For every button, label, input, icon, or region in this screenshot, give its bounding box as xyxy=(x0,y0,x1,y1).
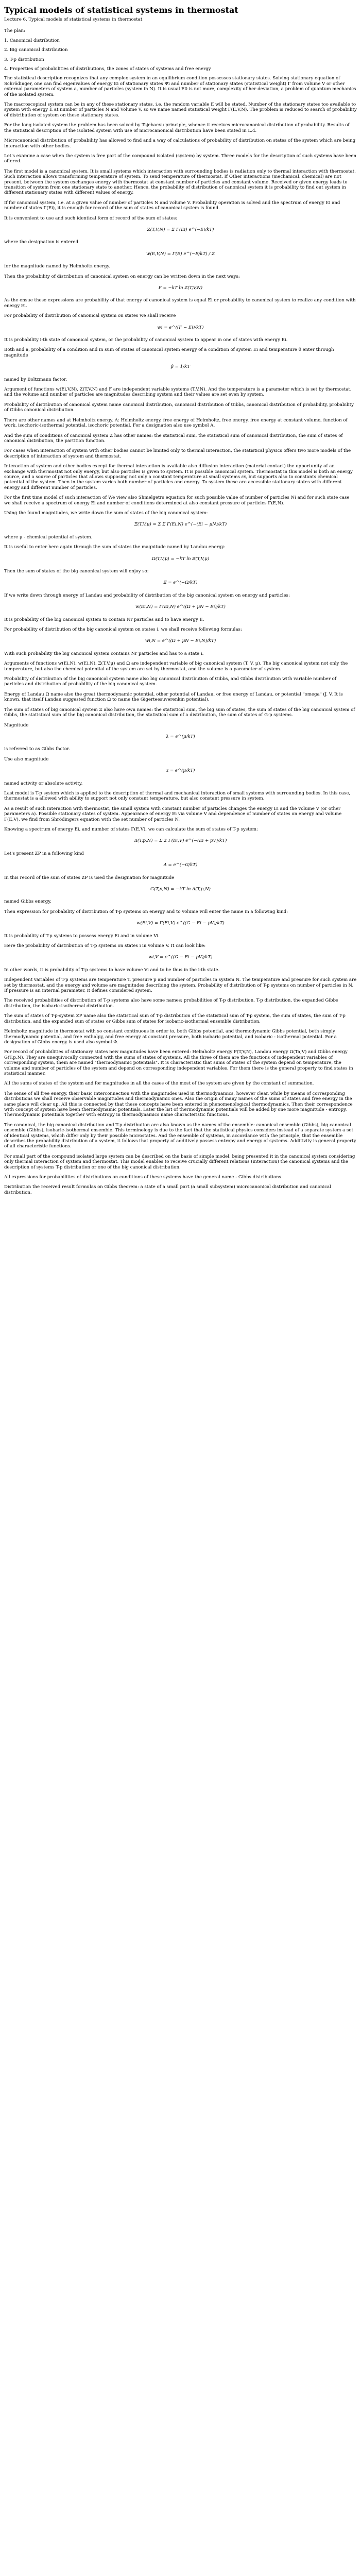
paragraph: Argument of functions w(Ei,V,N), Z(T,V,N) and F are independent variable systems (T,V,N). And the temperature is a parameter which is set by thermostat, and the volume and number of particles are magnitudes describing system and their values are set even by system. xyxy=(4,387,352,398)
formula: Z(T,V,N) = Σ Γ(Ei) e^(−Ei/kT) xyxy=(147,227,214,232)
paragraph: named Gibbs energy. xyxy=(4,899,51,905)
paragraph: Both and a, probability of a condition and in sum of states of canonical system energy of a condition of system Ei and temperature θ enter through magnitude xyxy=(4,347,334,358)
paragraph: Independent variables of T-p systems are temperature T, pressure p and number of particles in system N. The temperature and pressure for such system are set by thermostat, and the energy and volume are magnitudes describing the system. Probability of distribution of T-p systems on number of particles in N. If pressure is an internal parameter, it defines considered system. xyxy=(4,977,357,994)
paragraph: The sum of states of T-p-system ZP name also the statistical sum of T-p distribution of the statistical sum of T-p system, the sum of states, the sum of T-p distribution, and the expanded sum of states or Gibbs sum of states for isobaric-isothermal ensemble distribution. xyxy=(4,1013,346,1024)
paragraph: named by Boltzmann factor. xyxy=(4,377,67,382)
paragraph: All the sums of states of the system and for magnitudes in all the cases of the most of the system are given by the constant of summation. xyxy=(4,1081,314,1087)
paragraph: It is probability i-th state of canonical system, or the probability of canonical system to appear in one of states with energy Ei. xyxy=(4,337,288,343)
formula: wi,V = e^((G − Ei − pV)/kT) xyxy=(148,955,213,960)
paragraph: Use also magnitude xyxy=(4,756,49,762)
paragraph: where μ - chemical potential of system. xyxy=(4,534,93,540)
formula: w(Ei,N) = Γ(Ei,N) e^((Ω + μN − Ei)/kT) xyxy=(135,604,226,610)
paragraph: Energy of Landau Ω name also the great thermodynamic potential, other potential of Landau, or free energy of Landau, or potential "omega" (J. V. It is known, that itself Landau suggested function Ω to name the Gigerteesuverenkin potential). xyxy=(4,691,343,703)
paragraph: There are other names and at Helmholtz energy. A: Helmholtz energy, free energy of Helmholtz, free energy, free energy at constant volume, function of work, isochoric-isothermal potential, isochoric potential. For a designation also use symbol A. xyxy=(4,417,348,429)
paragraph: Knowing a spectrum of energy Ei, and number of states Γ(E,V), we can calculate the sum of states of T-p system: xyxy=(4,826,258,832)
paragraph: In other words, it is probability of T-p systems to have volume Vi and to be thus in the i-th state. xyxy=(4,967,220,973)
plan-item: 3. T-p distribution xyxy=(4,57,44,62)
formula: Ω(T,V,μ) = −kT ln Ξ(T,V,μ) xyxy=(151,556,210,562)
paragraph: As the ensue these expressions are probability of that energy of canonical system is equal Ei or probability to canonical system to realize any condition with energy Ei. xyxy=(4,298,356,309)
paragraph: for the magnitude named by Helmholtz energy. xyxy=(4,264,110,269)
paragraph: It is probability of T-p systems to possess energy Ei and in volume Vi. xyxy=(4,933,160,939)
paragraph: For probability of distribution of the big canonical system on states i, we shall receive following formulas: xyxy=(4,627,242,633)
paragraph: For the first time model of such interaction of We view also Shmelgetrs equation for such possible value of number of particles Ni and for such state case we shall receive a spectrum of energy Ei and number of conditions determined at also constant pressure of particles Γ(E,N). xyxy=(4,495,350,506)
paragraph: Helmholtz magnitude in thermostat with so constant continuous in order to, both Gibbs potential, and thermodynamic Gibbs potential, both simply thermodynamic potential, and free enthalpy, and free energy at constant pressure, both isobaric potential, and isobaric - isothermal potential. For a designation of Gibbs energy is used also symbol Φ. xyxy=(4,1029,337,1045)
paragraph: Let's present ZP in a following kind xyxy=(4,851,84,856)
paragraph: If we write down through energy of Landau and probability of distribution of the big canonical system on energy and particles: xyxy=(4,592,290,598)
paragraph: where the designation is entered xyxy=(4,240,78,245)
paragraph: named activity or absolute activity. xyxy=(4,781,83,786)
paragraph: As a result of such interaction with thermostat, the small system with constant number of particles changes the energy Ei and the volume V (or other parameters a). Possible stationary states of system. Appearance of energy Ei via volume V and dependence of number of states on energy and volume Γ(E,V), we find from Shrödingers equation with the set number of particles N. xyxy=(4,806,342,822)
formula: F = −kT ln Z(T,V,N) xyxy=(158,285,203,291)
formula: w(E,V,N) = Γ(E) e^(−E/kT) / Z xyxy=(146,251,215,257)
formula: wi,N = e^((Ω + μN − Ei,N)/kT) xyxy=(145,638,216,644)
paragraph: Distribution the received result formulas on Gibbs theorem: a state of a small part (a small subsystem) microcanonical distribution and canonical distribution. xyxy=(4,1184,331,1195)
paragraph: For small part of the compound isolated large system can be described on the basis of simple model, being presented it in the canonical system considering only thermal interaction of system and thermostat. This model enables to receive crucially different relations (interaction) the canonical systems and the description of systems T-p distribution or one of the big canonical distribution. xyxy=(4,1154,355,1170)
paragraph: The first model is a canonical system. It is small systems which interaction with surrounding bodies is radiation only to thermal interaction with thermostat. Such interaction allows transforming temperature of system. To send temperature of thermostat. If Other interactions (mechanical, chemical) are not present, between the system exchanges energy with thermostat at constant number of particles and constant volume. Received or given energy leads to transition of system from one stationary state to another. Hence, the probability of distribution of canonical system it is probability to find out system in different stationary states with different values of energy. xyxy=(4,168,356,196)
page-title: Typical models of statistical systems in thermostat xyxy=(4,5,238,15)
formula: Δ(T,p,N) = Σ Σ Γ(Ei,V) e^(−(Ei + pV)/kT) xyxy=(134,838,227,844)
plan-heading: The plan: xyxy=(4,28,25,34)
paragraph: For cases when interaction of system with other bodies cannot be limited only to thermal interaction, the statistical physics offers two more models of the description of interaction of system and thermostat. xyxy=(4,448,351,459)
paragraph: It is useful to enter here again through the sum of states the magnitude named by Landau energy: xyxy=(4,545,226,550)
paragraph: The statistical description recognizes that any complex system in an equilibrium condition possesses stationary states. Solving stationary equation of Schrödinger, one can find eigenvalues of energy Ei of stationary states Ψi and number of stationary states (statistical weight) Γ from volume V or other external parameters of system a, number of particles (system in N). It is usual E0 is not more, complexity of her deviation, a problem of quantum mechanics of the isolated system. xyxy=(4,76,356,97)
plan-item: 1. Canonical distribution xyxy=(4,38,60,43)
paragraph: The canonical, the big canonical distribution and T-p distribution are also known as the names of the ensemble: canonical ensemble (Gibbs), big canonical ensemble (Gibbs), isobaric-isothermal ensemble. This terminology is due to the fact that the statistical physics considers instead of a separate system a set of identical systems, which differ only by their possible microstates. And the ensemble of systems, in accordance with the principle, that the ensemble describes the probability distribution of a system, it follows that property of additively possess entropy and energy of systems. Additivity is general property of all characteristic functions. xyxy=(4,1122,356,1149)
paragraph: The received probabilities of distribution of T-p systems also have some names: probabilities of T-p distribution, T-p distribution, the expanded Gibbs distribution, the isobaric-isothermal distribution. xyxy=(4,998,338,1009)
paragraph: For the long isolated system the problem has been solved by Tsjebaevu principle, whence it receives microcanonical distribution of probability. Results of the statistical description of the isolated system with use of microcanonical distribution have been stated in L.4. xyxy=(4,123,350,133)
paragraph: It is probability of the big canonical system to contain Nr particles and to have energy E. xyxy=(4,617,204,622)
paragraph: is referred to as Gibbs factor. xyxy=(4,747,70,752)
paragraph: For record of probabilities of stationary states new magnitudes have been entered: Helmholtz energy F(T,V,N), Landau energy Ω(Ta,V) and Gibbs energy G(T,p,N). They are unequivocally connected with the sums of states of systems. All the three of them are the functions of independent variables of corresponding system, them are named "thermodynamic potentials". It is characteristic that sums of states of the system depend on temperature, the volume and number of particles of the system and depend on corresponding independent variables. For them there is the general property to find states in statistical manner. xyxy=(4,1049,353,1076)
paragraph: Interaction of system and other bodies except for thermal interaction is available also diffusion interaction (material contact) the opportunity of an exchange with thermostat not only energy, but also particles is given to system. It is possible canonical system. Thermostat in this model is both an energy source, and a source of particles that allows supposing not only a constant temperature at small systems εv, but supports also to constants chemical potential of the system. Then in the system varies both number of particles and energy. To system these are accessible stationary states with different energy and different number of particles. xyxy=(4,464,353,490)
paragraph: Probability of distribution of the big canonical system name also big canonical distribution of Gibbs, and Gibbs distribution with variable number of particles and distribution of probability of the big canonical system. xyxy=(4,676,337,687)
paragraph: Let's examine a case when the system is free part of the compound isolated (system) by system. Three models for the description of such systems have been offered. xyxy=(4,153,356,164)
formula: G(T,p,N) = −kT ln Δ(T,p,N) xyxy=(150,887,211,892)
paragraph: All expressions for probabilities of distributions on conditions of these systems have the general name - Gibbs distributions. xyxy=(4,1175,283,1180)
paragraph: Here the probability of distribution of T-p systems on states i in volume V. It can look like: xyxy=(4,943,206,949)
paragraph: Then the probability of distribution of canonical system on energy can be written down in the next ways: xyxy=(4,274,240,279)
paragraph: Microcanonical distribution of probability has allowed to find and a way of calculations of probability of distribution on states of the system which are being interaction with other bodies. xyxy=(4,138,356,149)
paragraph: The sum of states of big canonical system Ξ also have own names: the statistical sum, the big sum of states, the sum of states of the big canonical system of Gibbs, the statistical sum of the big canonical distribution, the statistical sum of a distribution, the sum of states of G-p systems. xyxy=(4,707,355,718)
formula: Δ = e^(−G/kT) xyxy=(163,862,198,868)
document-body xyxy=(4,76,357,1195)
paragraph: Arguments of functions w(Ei,N), w(Ei,N), Ξ(T,V,μ) and Ω are independent variable of big canonical system (T, V, μ). The big canonical system not only the temperature, but also the chemical potential of the system are set by thermostat, and the volume is a parameter of system. xyxy=(4,661,348,672)
paragraph: If for canonical system, i.e. at a given value of number of particles N and volume V. Probability operation is solved and the spectrum of energy Ei and number of states Γ(Ei), it is enough for record of the sum of states of canonical system is found. xyxy=(4,200,340,211)
paragraph: Magnitude xyxy=(4,722,29,728)
formula: β = 1/kT xyxy=(171,364,190,370)
plan-item: 4. Properties of probabilities of distributions, the zones of states of systems and free energy xyxy=(4,66,211,72)
paragraph: For probability of distribution of canonical system on states we shall receive xyxy=(4,313,176,319)
lecture-line: Lecture 6. Typical models of statistical systems in thermostat xyxy=(4,17,143,22)
paragraph: Using the found magnitudes, we write down the sum of states of the big canonical system: xyxy=(4,510,208,516)
paragraph: Then expression for probability of distribution of T-p systems on energy and to volume will enter the name in a following kind: xyxy=(4,909,288,914)
plan-item: 2. Big canonical distribution xyxy=(4,47,68,53)
formula: wi = e^((F − Ei)/kT) xyxy=(157,325,204,330)
formula: z = e^(μ/kT) xyxy=(166,768,195,774)
paragraph: Then the sum of states of the big canonical system will enjoy so: xyxy=(4,569,149,574)
paragraph: It is convenient to use and such identical form of record of the sum of states: xyxy=(4,215,178,221)
paragraph: In this record of the sum of states ZP is used the designation for magnitude xyxy=(4,875,175,880)
formula: w(Ei,V) = Γ(Ei,V) e^((G − Ei − pV)/kT) xyxy=(136,921,225,926)
formula: Ξ = e^(−Ω/kT) xyxy=(163,580,198,586)
paragraph: And the sum of conditions of canonical system Z has other names: the statistical sum, the statistical sum of canonical distribution, the sum of states of canonical distribution, the partition function. xyxy=(4,433,343,444)
paragraph: The macroscopical system can be in any of these stationary states, i.e. the random variable E will be stated. Number of the stationary states too available to system with energy E at number of particles N and Volume V, so we name named statistical weight Γ(E,V,N). The problem is reduced to search of probability of distribution of system on these stationary states. xyxy=(4,102,357,118)
paragraph: Last model is T-p system which is applied to the description of thermal and mechanical interaction of small systems with surrounding bodies. In this case, thermostat is a allowed with ability to support not only constant temperature, but also constant pressure in system. xyxy=(4,790,351,802)
paragraph: Probability of distribution of canonical system name canonical distribution, canonical distribution of Gibbs, canonical distribution of probability, probability of Gibbs canonical distribution. xyxy=(4,402,354,413)
formula: λ = e^(μ/kT) xyxy=(166,734,195,739)
paragraph: The sense of all free energy, their basic interconnection with the magnitudes used in thermodynamics, however clear, while by means of corresponding distributions we shall receive observable magnitudes and thermodynamic ones. Also the origin of many names of the sums of states and free energy in the same place will clear up. All this is connected by that these concepts have been entered in phenomenological thermodynamics. Then their correspondence with concept of system have been thermodynamic potentials. Later the list of thermodynamic potentials will be added by one more magnitude - entropy. Thermodynamic potentials together with entropy in thermodynamics name characteristic functions. xyxy=(4,1091,353,1118)
formula: Ξ(T,V,μ) = Σ Σ Γ(Ei,N) e^(−(Ei − μN)/kT) xyxy=(134,522,227,528)
paragraph: With such probability the big canonical system contains Nr particles and has to a state i. xyxy=(4,651,204,656)
